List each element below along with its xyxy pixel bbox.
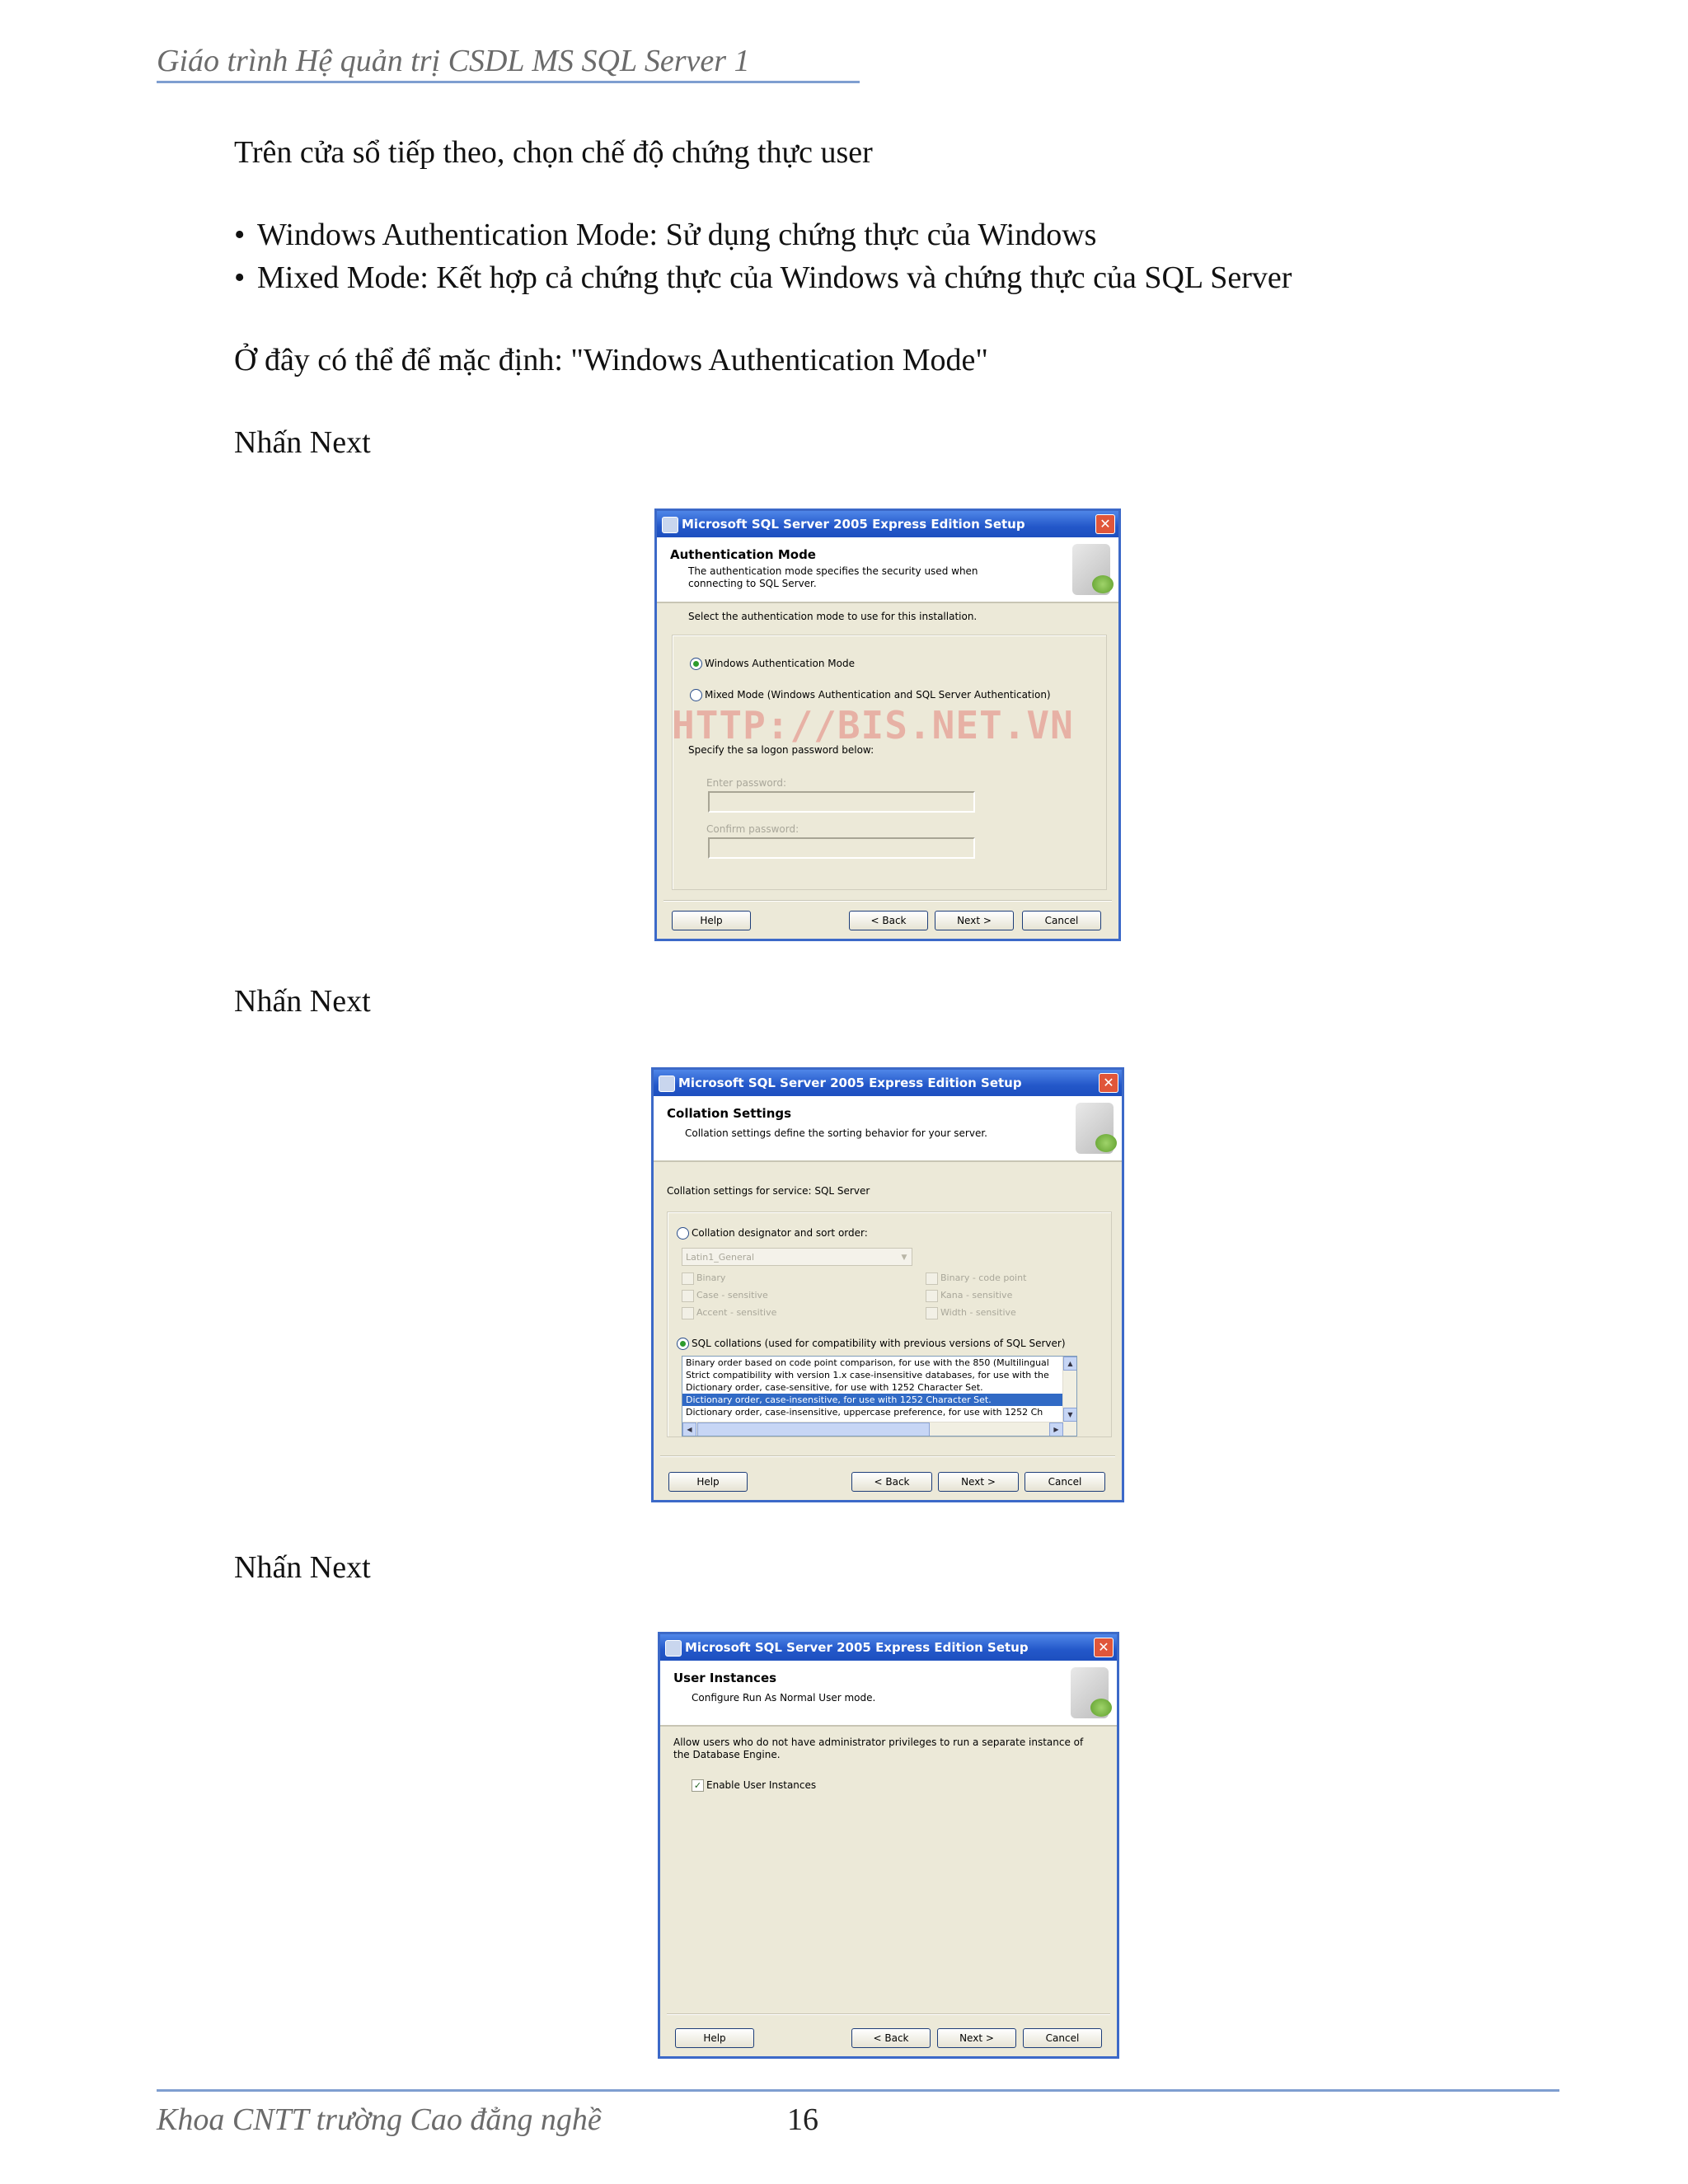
scroll-up-icon[interactable]: ▲ (1063, 1357, 1077, 1371)
vertical-scrollbar[interactable] (1062, 1357, 1076, 1436)
title-bar (660, 1634, 1117, 1661)
dialog-subheading: Collation settings define the sorting behavior for your server. (685, 1127, 987, 1139)
button-separator (663, 900, 1112, 902)
button-separator (660, 1455, 1115, 1457)
case-sensitive-label: Case - sensitive (696, 1290, 768, 1301)
list-item[interactable]: Dictionary order, case-sensitive, for use with 1252 Character Set. (686, 1382, 983, 1393)
window-title: Microsoft SQL Server 2005 Express Edition Setup (685, 1640, 1029, 1655)
scroll-thumb[interactable] (697, 1422, 930, 1436)
enter-password-field[interactable] (708, 791, 975, 813)
width-sensitive-checkbox[interactable] (926, 1307, 938, 1319)
kana-sensitive-label: Kana - sensitive (940, 1290, 1013, 1301)
step-label-3: Nhấn Next (234, 1550, 371, 1585)
button-separator (667, 2013, 1110, 2015)
watermark: HTTP://BIS.NET.VN (672, 703, 1074, 748)
user-instances-description: Allow users who do not have administrator privileges to run a separate instance of the Database Engine. (673, 1736, 1084, 1760)
cancel-button[interactable]: Cancel (1022, 911, 1101, 930)
scroll-left-icon[interactable]: ◀ (682, 1422, 696, 1436)
help-button[interactable]: Help (672, 911, 751, 930)
step-label-1: Nhấn Next (234, 425, 371, 460)
mixed-mode-label[interactable]: Mixed Mode (Windows Authentication and SQL Server Authentication) (705, 689, 1051, 701)
next-button[interactable]: Next > (938, 1472, 1019, 1492)
bullet-marker: • (234, 218, 246, 252)
confirm-password-label: Confirm password: (706, 823, 799, 835)
collation-designator-combo[interactable]: Latin1_General ▼ (682, 1248, 912, 1266)
step-label-2: Nhấn Next (234, 984, 371, 1019)
title-bar (654, 1070, 1122, 1096)
next-button[interactable]: Next > (937, 2028, 1016, 2048)
dialog-banner (654, 1096, 1122, 1162)
dialog-heading: User Instances (673, 1671, 777, 1685)
close-icon[interactable]: ✕ (1095, 514, 1115, 534)
list-item[interactable]: Strict compatibility with version 1.x case-insensitive databases, for use with the (686, 1370, 1049, 1380)
page-number: 16 (787, 2102, 818, 2137)
cancel-button[interactable]: Cancel (1023, 2028, 1102, 2048)
help-button[interactable]: Help (668, 1472, 748, 1492)
dialog-banner (660, 1661, 1117, 1727)
setup-app-icon (665, 1640, 682, 1657)
case-sensitive-checkbox[interactable] (682, 1290, 694, 1302)
binary-code-point-label: Binary - code point (940, 1272, 1027, 1283)
windows-auth-radio[interactable] (690, 658, 702, 670)
dialog-subheading: The authentication mode specifies the security used when connecting to SQL Server. (688, 565, 978, 589)
sql-collations-list[interactable] (682, 1356, 1077, 1436)
mixed-mode-radio[interactable] (690, 689, 702, 701)
window-title: Microsoft SQL Server 2005 Express Edition Setup (678, 1076, 1022, 1090)
collation-settings-dialog (651, 1067, 1124, 1502)
scroll-down-icon[interactable]: ▼ (1063, 1408, 1077, 1422)
binary-label: Binary (696, 1272, 726, 1283)
bullet-text: Mixed Mode: Kết hợp cả chứng thực của Windows và chứng thực của SQL Server (257, 260, 1292, 295)
running-header: Giáo trình Hệ quản trị CSDL MS SQL Server 1 (157, 44, 750, 78)
horizontal-scrollbar[interactable] (682, 1422, 1063, 1436)
server-setup-icon (1072, 544, 1110, 595)
back-button[interactable]: < Back (851, 2028, 931, 2048)
accent-sensitive-label: Accent - sensitive (696, 1307, 777, 1318)
user-instances-dialog (658, 1632, 1119, 2059)
dialog-heading: Authentication Mode (670, 547, 816, 562)
setup-app-icon (659, 1076, 675, 1092)
footer-text: Khoa CNTT trường Cao đẳng nghề (157, 2102, 602, 2137)
list-item[interactable]: Dictionary order, case-insensitive, uppercase preference, for use with 1252 Ch (686, 1407, 1043, 1418)
default-note: Ở đây có thể để mặc định: "Windows Authentication Mode" (234, 343, 988, 377)
scroll-right-icon[interactable]: ▶ (1049, 1422, 1063, 1436)
window-title: Microsoft SQL Server 2005 Express Edition Setup (682, 517, 1025, 532)
instruction-text: Select the authentication mode to use for this installation. (688, 611, 978, 622)
sql-collations-label[interactable]: SQL collations (used for compatibility with previous versions of SQL Server) (692, 1338, 1066, 1349)
accent-sensitive-checkbox[interactable] (682, 1307, 694, 1319)
bullet-text: Windows Authentication Mode: Sử dụng chứng thực của Windows (257, 218, 1097, 252)
dialog-subheading: Configure Run As Normal User mode. (692, 1692, 876, 1704)
confirm-password-field[interactable] (708, 837, 975, 859)
collation-designator-radio[interactable] (677, 1227, 689, 1240)
bullet-marker: • (234, 260, 246, 295)
dialog-banner (657, 537, 1118, 603)
collation-designator-label[interactable]: Collation designator and sort order: (692, 1227, 868, 1239)
close-icon[interactable]: ✕ (1094, 1638, 1114, 1657)
enable-user-instances-checkbox[interactable]: ✓ (692, 1779, 704, 1792)
binary-checkbox[interactable] (682, 1272, 694, 1285)
kana-sensitive-checkbox[interactable] (926, 1290, 938, 1302)
title-bar (657, 511, 1118, 537)
list-item-selected[interactable]: Dictionary order, case-insensitive, for use with 1252 Character Set. (682, 1394, 1076, 1406)
intro-paragraph: Trên cửa sổ tiếp theo, chọn chế độ chứng thực user (234, 135, 873, 170)
width-sensitive-label: Width - sensitive (940, 1307, 1016, 1318)
server-setup-icon (1071, 1667, 1109, 1718)
server-setup-icon (1076, 1103, 1114, 1154)
header-rule (157, 81, 860, 83)
close-icon[interactable]: ✕ (1099, 1073, 1118, 1093)
bullet-windows-auth (234, 217, 1096, 253)
back-button[interactable]: < Back (849, 911, 928, 930)
authentication-mode-dialog (654, 509, 1121, 941)
list-item[interactable]: Binary order based on code point comparison, for use with the 850 (Multilingual (686, 1357, 1049, 1368)
cancel-button[interactable]: Cancel (1025, 1472, 1105, 1492)
setup-app-icon (662, 517, 678, 533)
bullet-mixed-mode (234, 260, 1292, 296)
next-button[interactable]: Next > (935, 911, 1014, 930)
dialog-heading: Collation Settings (667, 1106, 792, 1121)
binary-code-point-checkbox[interactable] (926, 1272, 938, 1285)
sa-password-label: Specify the sa logon password below: (688, 744, 874, 756)
footer-rule (157, 2089, 1559, 2092)
enable-user-instances-label[interactable]: Enable User Instances (706, 1779, 817, 1791)
back-button[interactable]: < Back (851, 1472, 932, 1492)
sql-collations-radio[interactable] (677, 1338, 689, 1350)
windows-auth-label[interactable]: Windows Authentication Mode (705, 658, 855, 669)
enter-password-label: Enter password: (706, 777, 787, 789)
help-button[interactable]: Help (675, 2028, 754, 2048)
service-label: Collation settings for service: SQL Server (667, 1185, 870, 1197)
